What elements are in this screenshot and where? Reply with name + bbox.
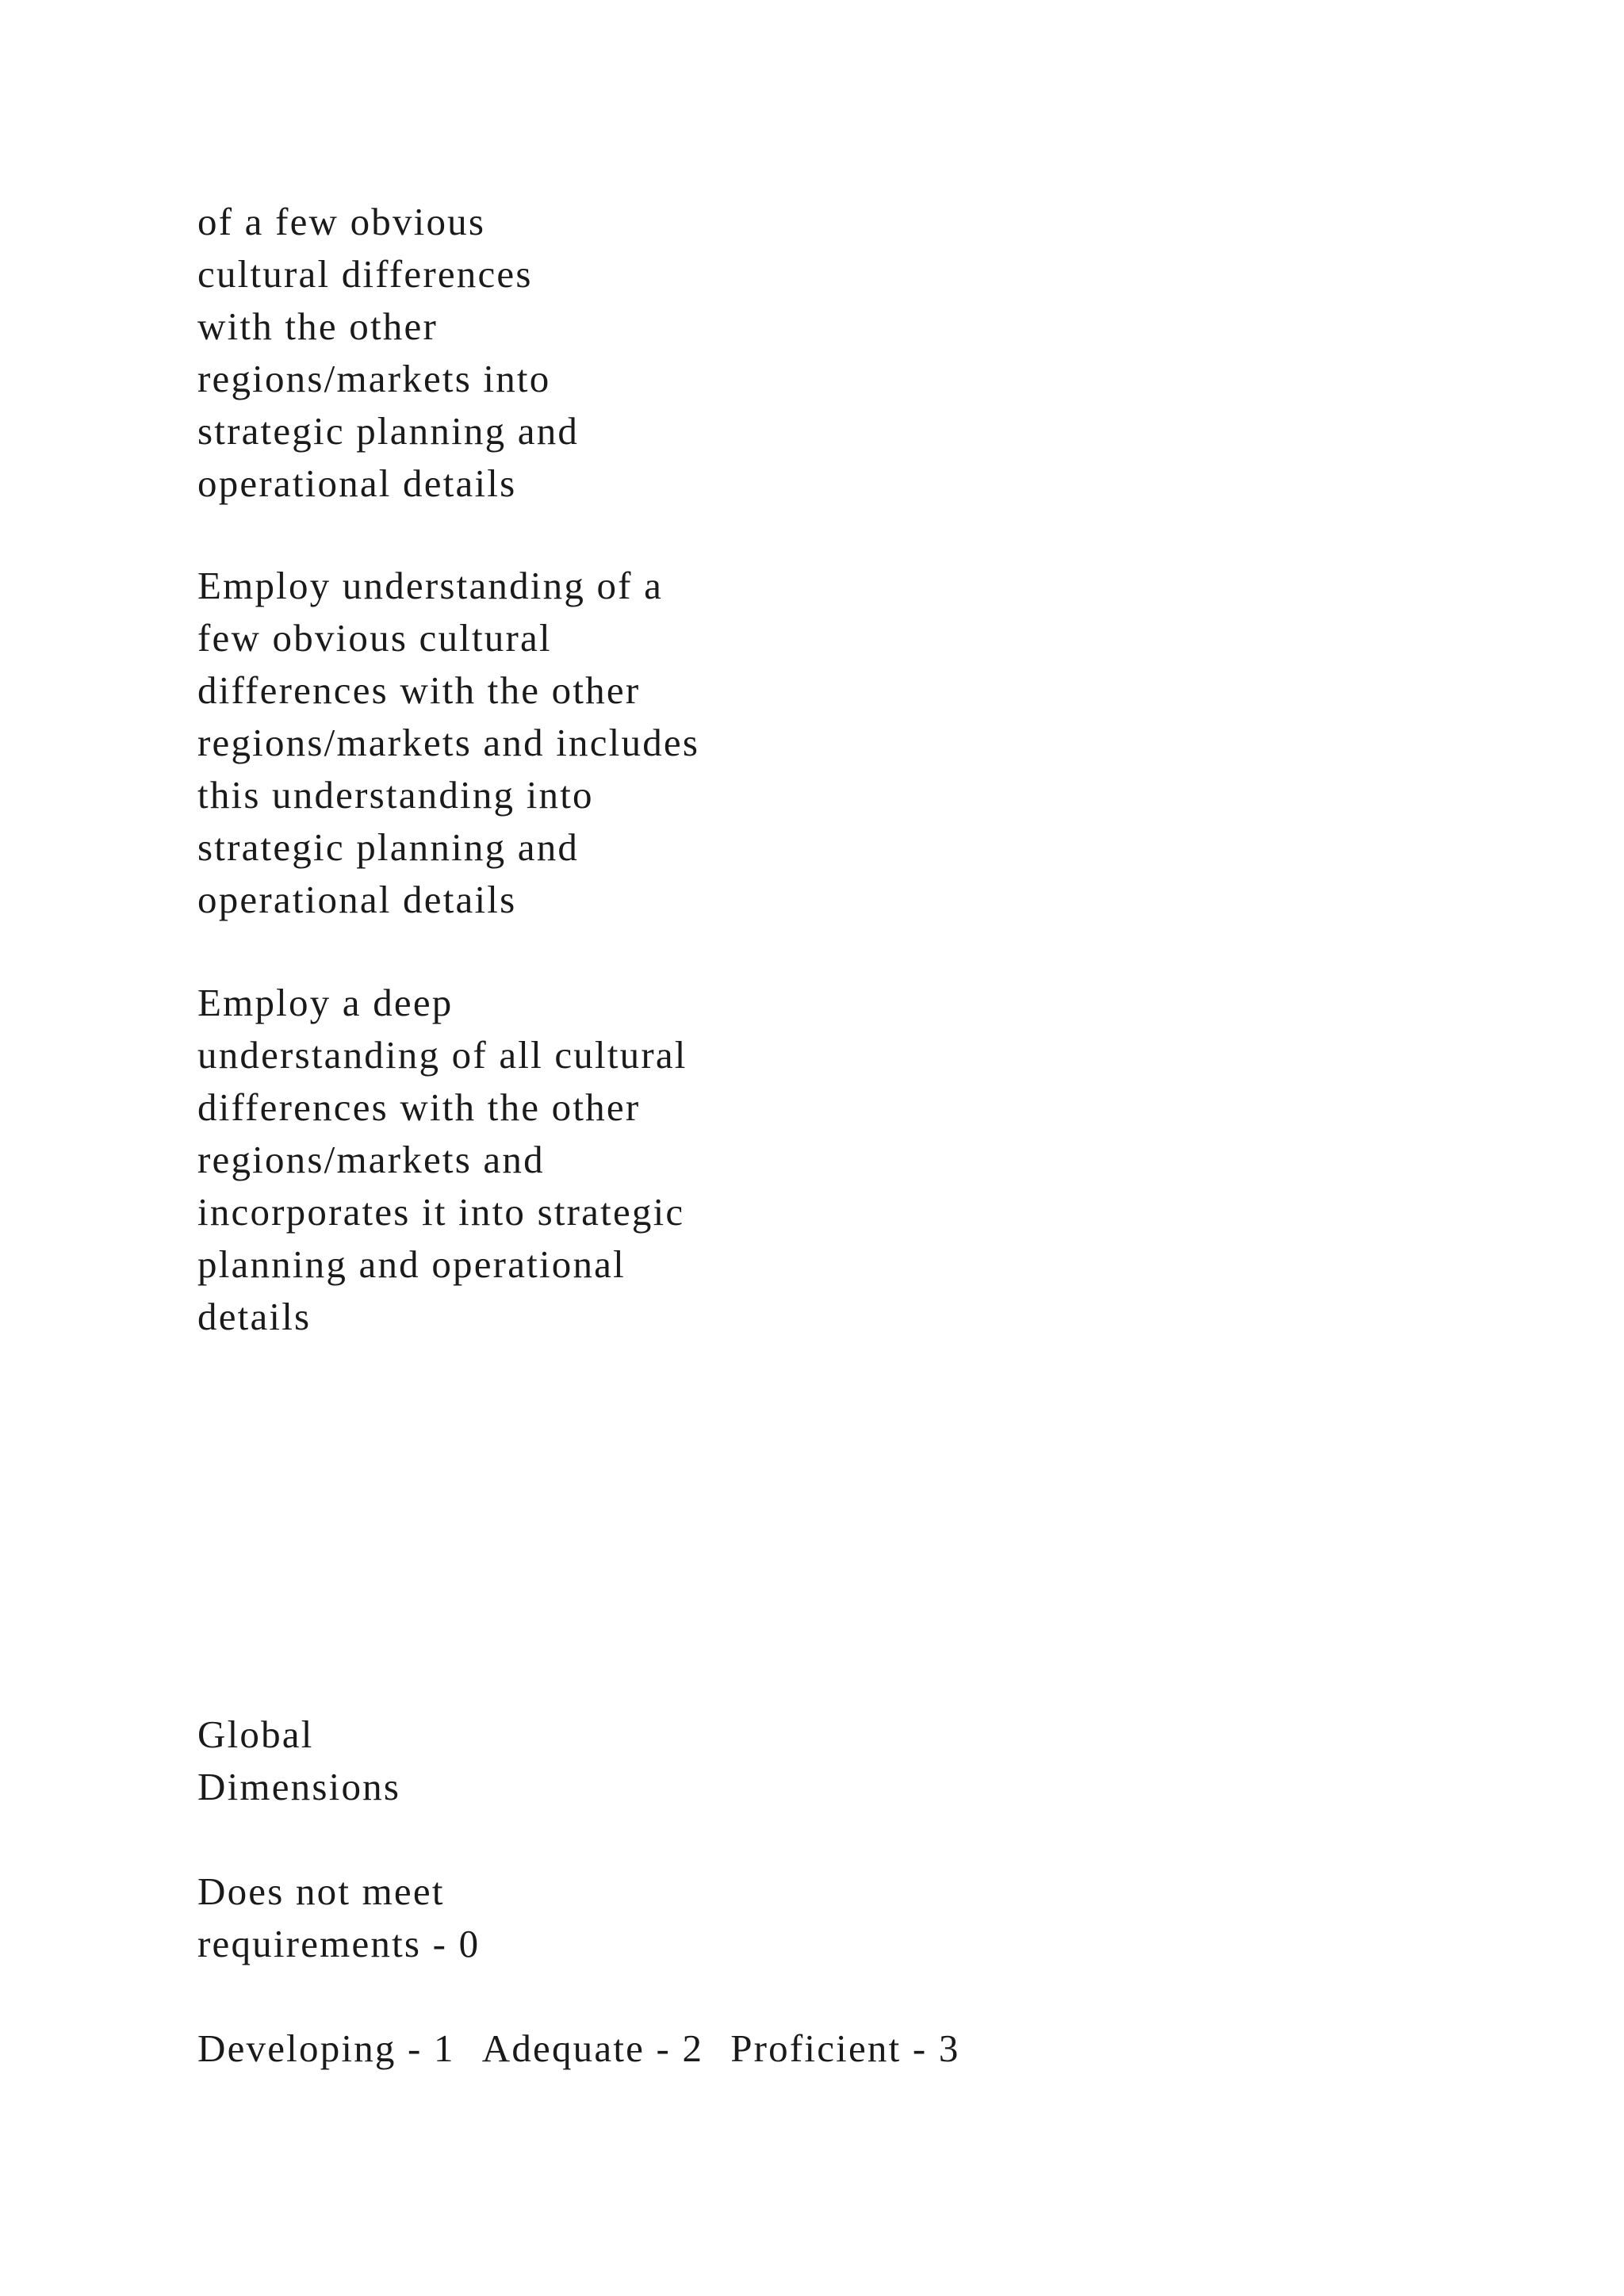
- text-line: incorporates it into strategic: [197, 1190, 685, 1234]
- text-line: cultural differences: [197, 252, 533, 296]
- level-label-line: requirements - 0: [197, 1922, 481, 1965]
- text-line: regions/markets and includes: [197, 721, 700, 764]
- text-line: with the other: [197, 304, 438, 348]
- text-line: of a few obvious: [197, 200, 486, 243]
- text-line: regions/markets and: [197, 1138, 545, 1181]
- level-proficient: Proficient - 3: [730, 2026, 960, 2070]
- text-line: planning and operational: [197, 1242, 626, 1286]
- heading-line: Global: [197, 1712, 314, 1756]
- text-line: Employ a deep: [197, 981, 454, 1024]
- text-line: regions/markets into: [197, 357, 551, 400]
- text-line: understanding of all cultural: [197, 1033, 688, 1077]
- level-label-line: Does not meet: [197, 1869, 445, 1913]
- heading-line: Dimensions: [197, 1765, 401, 1808]
- level-does-not-meet: [197, 1866, 480, 1970]
- rating-scale-row: [197, 2022, 960, 2075]
- level-developing: Developing - 1: [197, 2026, 455, 2070]
- criterion-heading: [197, 1709, 400, 1813]
- text-line: Employ understanding of a: [197, 564, 664, 607]
- criterion-description-adequate: [197, 560, 699, 926]
- text-line: differences with the other: [197, 668, 641, 712]
- text-line: few obvious cultural: [197, 616, 552, 660]
- text-line: operational details: [197, 878, 517, 921]
- text-line: this understanding into: [197, 773, 594, 817]
- level-adequate: Adequate - 2: [481, 2026, 704, 2070]
- criterion-description-partial: [197, 196, 579, 510]
- text-line: details: [197, 1295, 312, 1338]
- text-line: strategic planning and: [197, 825, 580, 869]
- text-line: operational details: [197, 461, 517, 505]
- criterion-description-proficient: [197, 977, 688, 1343]
- text-line: strategic planning and: [197, 409, 580, 453]
- text-line: differences with the other: [197, 1085, 641, 1129]
